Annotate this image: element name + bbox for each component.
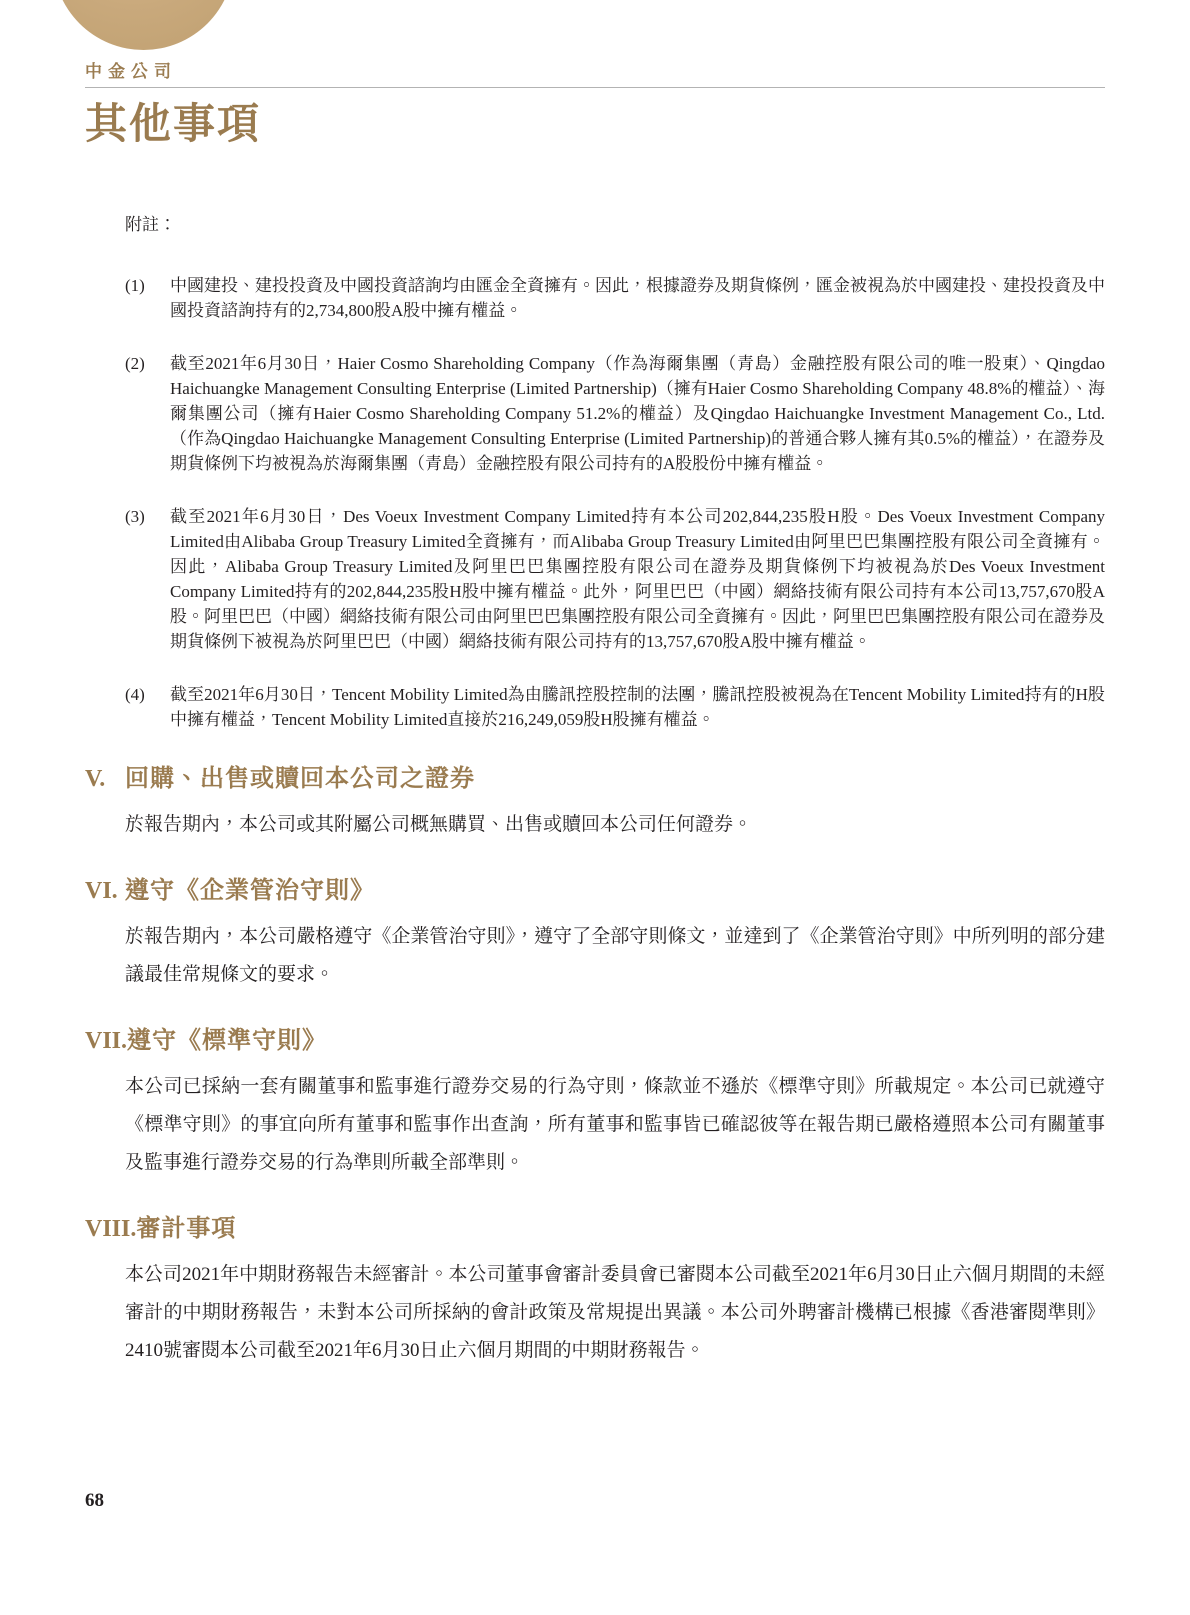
section-title: 審計事項 [136,1216,237,1242]
note-item [125,351,1105,476]
section-heading [85,764,1105,794]
note-number: (2) [125,354,145,373]
note-item [125,273,1105,323]
section-title: 遵守《企業管治守則》 [125,878,375,904]
note-text: 中國建投、建投投資及中國投資諮詢均由匯金全資擁有。因此，根據證券及期貨條例，匯金被視為於中國建投、建投投資及中國投資諮詢持有的2,734,800股A股中擁有權益。 [170,276,1105,320]
note-text: 截至2021年6月30日，Des Voeux Investment Company Limited持有本公司202,844,235股H股。Des Voeux Investment Company Limited由Alibaba Group Treasury Limited全資擁有，而Alibaba Group Treasury Limited由阿里巴巴集團控股有限公司全資擁有。因此，Alibaba Group Treasury Limited及阿里巴巴集團控股有限公司在證券及期貨條例下均被視為於Des Voeux Investment Company Limited持有的202,844,235股H股中擁有權益。此外，阿里巴巴（中國）網絡技術有限公司持有本公司13,757,670股A股。阿里巴巴（中國）網絡技術有限公司由阿里巴巴集團控股有限公司全資擁有。因此，阿里巴巴集團控股有限公司在證券及期貨條例下被視為於阿里巴巴（中國）網絡技術有限公司持有的13,757,670股A股中擁有權益。 [170,507,1105,651]
section-title: 回購、出售或贖回本公司之證券 [125,766,475,792]
brand-logo-icon [53,0,234,50]
section-number: VIII. [85,1216,137,1242]
section-number: V. [85,766,106,792]
section-model-code [85,1026,1105,1182]
note-text: 截至2021年6月30日，Tencent Mobility Limited為由騰訊控股控制的法團，騰訊控股被視為在Tencent Mobility Limited持有的H股中擁有權益，Tencent Mobility Limited直接於216,249,059股H股擁有權益。 [170,685,1105,729]
section-repurchase [85,764,1105,844]
section-number: VI. [85,878,118,904]
section-audit-matters [85,1214,1105,1370]
note-text: 截至2021年6月30日，Haier Cosmo Shareholding Company（作為海爾集團（青島）金融控股有限公司的唯一股東）、Qingdao Haichuangke Management Consulting Enterprise (Limited Partnership)（擁有Haier Cosmo Shareholding Company 48.8%的權益）、海爾集團公司（擁有Haier Cosmo Shareholding Company 51.2%的權益）及Qingdao Haichuangke Investment Management Co., Ltd.（作為Qingdao Haichuangke Management Consulting Enterprise (Limited Partnership)的普通合夥人擁有其0.5%的權益），在證券及期貨條例下均被視為於海爾集團（青島）金融控股有限公司持有的A股股份中擁有權益。 [170,354,1105,473]
page-title: 其他事項 [85,102,262,148]
header-rule [85,87,1105,88]
brand-name: 中金公司 [85,62,177,81]
section-number: VII. [85,1028,128,1054]
section-heading [85,876,1105,906]
section-body: 本公司已採納一套有關董事和監事進行證券交易的行為守則，條款並不遜於《標準守則》所載規定。本公司已就遵守《標準守則》的事宜向所有董事和監事作出查詢，所有董事和監事皆已確認彼等在報告期已嚴格遵照本公司有關董事及監事進行證券交易的行為準則所載全部準則。 [125,1076,1105,1173]
section-body: 本公司2021年中期財務報告未經審計。本公司董事會審計委員會已審閱本公司截至2021年6月30日止六個月期間的未經審計的中期財務報告，未對本公司所採納的會計政策及常規提出異議。本公司外聘審計機構已根據《香港審閱準則》2410號審閱本公司截至2021年6月30日止六個月期間的中期財務報告。 [125,1264,1105,1361]
section-heading [85,1214,1105,1244]
note-number: (4) [125,685,145,704]
notes-list [85,273,1105,732]
section-title: 遵守《標準守則》 [127,1028,328,1054]
page-content [85,100,1105,1370]
note-item [125,682,1105,732]
note-number: (3) [125,507,145,526]
note-number: (1) [125,276,145,295]
section-body: 於報告期內，本公司或其附屬公司概無購買、出售或贖回本公司任何證券。 [125,814,753,835]
section-corporate-governance [85,876,1105,994]
section-heading [85,1026,1105,1056]
section-body: 於報告期內，本公司嚴格遵守《企業管治守則》，遵守了全部守則條文，並達到了《企業管治守則》中所列明的部分建議最佳常規條文的要求。 [125,926,1105,985]
note-item [125,504,1105,654]
notes-label: 附註： [125,215,176,234]
page-number: 68 [85,1490,104,1511]
